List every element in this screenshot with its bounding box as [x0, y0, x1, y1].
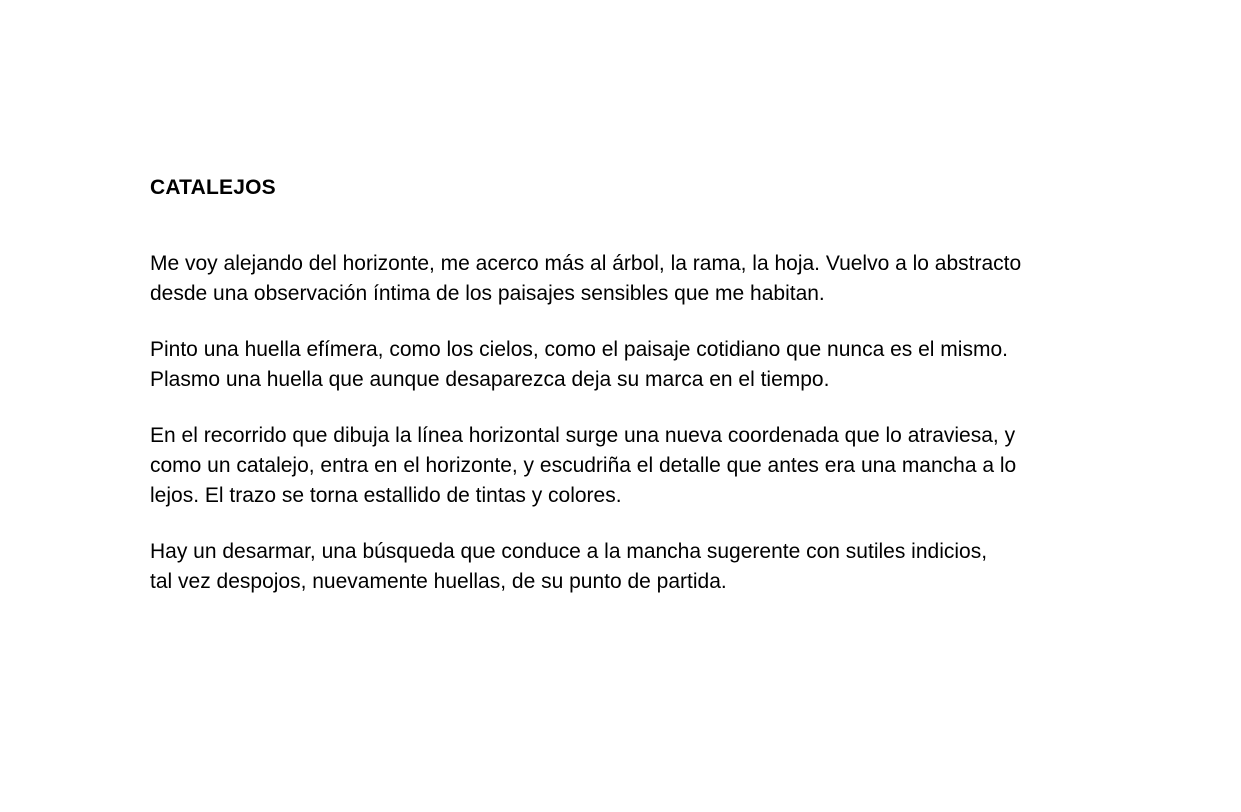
paragraph-line: lejos. El trazo se torna estallido de tintas y colores. — [150, 484, 622, 507]
paragraph-3 — [150, 421, 1110, 511]
paragraph-line: desde una observación íntima de los paisajes sensibles que me habitan. — [150, 282, 825, 305]
paragraph-line: Hay un desarmar, una búsqueda que conduce a la mancha sugerente con sutiles indicios, — [150, 540, 988, 563]
paragraph-line: Pinto una huella efímera, como los cielos, como el paisaje cotidiano que nunca es el mismo. — [150, 338, 1008, 361]
paragraph-spacer — [150, 511, 1110, 537]
document-page — [150, 173, 1110, 597]
title-spacer — [150, 203, 1110, 249]
paragraph-line: En el recorrido que dibuja la línea horizontal surge una nueva coordenada que lo atraviesa, y — [150, 424, 1016, 447]
document-title: CATALEJOS — [150, 176, 276, 199]
paragraph-1 — [150, 249, 1110, 309]
paragraph-spacer — [150, 395, 1110, 421]
paragraph-line: tal vez despojos, nuevamente huellas, de su punto de partida. — [150, 570, 727, 593]
paragraph-line: Plasmo una huella que aunque desaparezca deja su marca en el tiempo. — [150, 368, 830, 391]
paragraph-spacer — [150, 309, 1110, 335]
paragraph-4 — [150, 537, 1110, 597]
paragraph-line: como un catalejo, entra en el horizonte, y escudriña el detalle que antes era una mancha a lo — [150, 454, 1017, 477]
paragraph-2 — [150, 335, 1110, 395]
paragraph-line: Me voy alejando del horizonte, me acerco más al árbol, la rama, la hoja. Vuelvo a lo abstracto — [150, 252, 1022, 275]
